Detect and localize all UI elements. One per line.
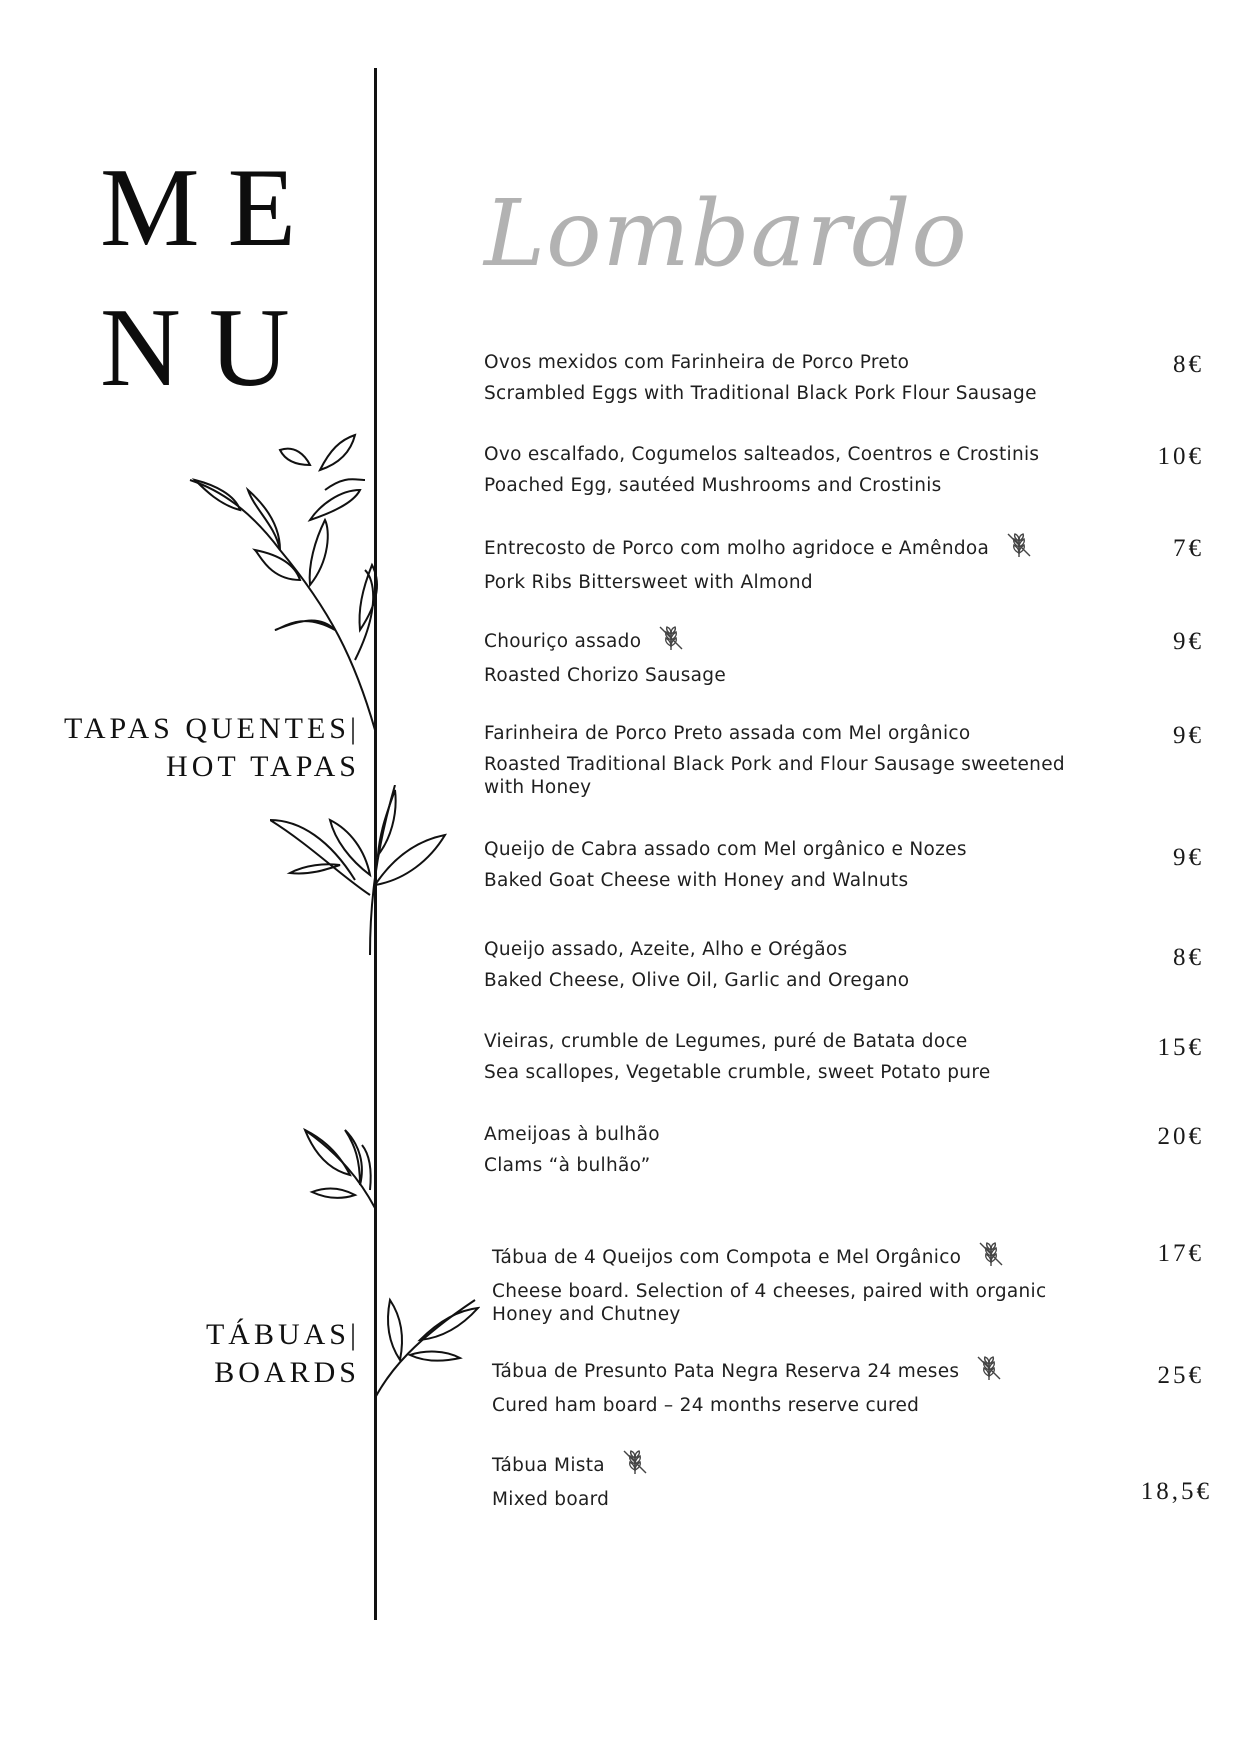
leaf-branch-icon bbox=[370, 1290, 480, 1400]
item-name-en: Sea scallopes, Vegetable crumble, sweet Potato pure bbox=[484, 1062, 991, 1083]
item-name-pt: Ovos mexidos com Farinheira de Porco Preto bbox=[484, 352, 910, 373]
item-name-pt-text: Entrecosto de Porco com molho agridoce e Amêndoa bbox=[484, 538, 990, 559]
item-name-pt-text: Tábua de 4 Queijos com Compota e Mel Orgânico bbox=[492, 1247, 962, 1268]
item-name-pt: Farinheira de Porco Preto assada com Mel orgânico bbox=[484, 723, 971, 744]
brand-name: Lombardo bbox=[484, 180, 968, 287]
item-name-en: Scrambled Eggs with Traditional Black Pork Flour Sausage bbox=[484, 383, 1037, 404]
menu-item bbox=[484, 535, 1204, 615]
leaf-branch-icon bbox=[300, 1120, 380, 1210]
gluten-free-icon bbox=[657, 624, 685, 652]
item-name-pt-text: Chouriço assado bbox=[484, 631, 642, 652]
item-name-en: Cured ham board – 24 months reserve cured bbox=[492, 1395, 920, 1416]
item-name-en: Mixed board bbox=[492, 1489, 610, 1510]
menu-item bbox=[484, 628, 1204, 708]
item-price: 20€ bbox=[1157, 1123, 1204, 1150]
leaf-branch-icon bbox=[270, 785, 450, 955]
item-price: 8€ bbox=[1173, 944, 1204, 971]
menu-item bbox=[492, 1452, 1212, 1532]
menu-item bbox=[484, 722, 1204, 822]
item-name-pt: Queijo assado, Azeite, Alho e Orégãos bbox=[484, 939, 848, 960]
item-name-pt bbox=[492, 1452, 1212, 1480]
item-name-pt: Queijo de Cabra assado com Mel orgânico e Nozes bbox=[484, 839, 967, 860]
section-heading-line: HOT TAPAS bbox=[166, 750, 360, 783]
menu-title bbox=[100, 138, 340, 418]
item-name-en: Poached Egg, sautéed Mushrooms and Crostinis bbox=[484, 475, 942, 496]
item-price: 10€ bbox=[1157, 443, 1204, 470]
menu-item bbox=[484, 1030, 1204, 1110]
item-name-pt: Vieiras, crumble de Legumes, puré de Batata doce bbox=[484, 1031, 968, 1052]
item-price: 9€ bbox=[1173, 628, 1204, 655]
menu-item bbox=[484, 938, 1204, 1018]
item-name-en: Pork Ribs Bittersweet with Almond bbox=[484, 572, 813, 593]
menu-item bbox=[484, 443, 1204, 523]
gluten-free-icon bbox=[1005, 531, 1033, 559]
item-price: 15€ bbox=[1157, 1034, 1204, 1061]
gluten-free-icon bbox=[977, 1240, 1005, 1268]
gluten-free-icon bbox=[621, 1448, 649, 1476]
item-price: 8€ bbox=[1173, 351, 1204, 378]
menu-title-line2: NU bbox=[100, 286, 318, 410]
menu-item bbox=[484, 1123, 1204, 1203]
item-price: 7€ bbox=[1173, 535, 1204, 562]
section-heading-line: TAPAS QUENTES| bbox=[63, 712, 360, 745]
item-name-pt-text: Tábua de Presunto Pata Negra Reserva 24 meses bbox=[492, 1361, 960, 1382]
menu-item bbox=[492, 1240, 1212, 1344]
item-price: 18,5€ bbox=[1140, 1478, 1212, 1505]
item-price: 25€ bbox=[1157, 1362, 1204, 1389]
menu-item bbox=[484, 351, 1204, 431]
item-name-en: Clams “à bulhão” bbox=[484, 1155, 651, 1176]
section-heading-hot-tapas bbox=[64, 710, 360, 786]
leaf-branch-icon bbox=[180, 430, 380, 730]
item-price: 9€ bbox=[1173, 844, 1204, 871]
item-name-pt-text: Tábua Mista bbox=[492, 1455, 605, 1476]
item-name-en: Baked Cheese, Olive Oil, Garlic and Oregano bbox=[484, 970, 910, 991]
menu-item bbox=[492, 1358, 1212, 1438]
item-name-en: Baked Goat Cheese with Honey and Walnuts bbox=[484, 870, 909, 891]
section-heading-line: TÁBUAS| bbox=[205, 1318, 360, 1351]
section-heading-line: BOARDS bbox=[214, 1356, 360, 1389]
item-name-pt: Ameijoas à bulhão bbox=[484, 1124, 660, 1145]
item-name-en: Roasted Chorizo Sausage bbox=[484, 665, 726, 686]
menu-title-line1: ME bbox=[100, 146, 324, 270]
gluten-free-icon bbox=[975, 1354, 1003, 1382]
section-heading-boards bbox=[206, 1316, 360, 1392]
item-name-pt: Ovo escalfado, Cogumelos salteados, Coentros e Crostinis bbox=[484, 444, 1040, 465]
item-name-en: Cheese board. Selection of 4 cheeses, paired with organic Honey and Chutney bbox=[492, 1281, 1047, 1325]
menu-item bbox=[484, 838, 1204, 918]
item-price: 17€ bbox=[1157, 1240, 1204, 1267]
item-price: 9€ bbox=[1173, 722, 1204, 749]
item-name-en: Roasted Traditional Black Pork and Flour Sausage sweetened with Honey bbox=[484, 754, 1065, 798]
